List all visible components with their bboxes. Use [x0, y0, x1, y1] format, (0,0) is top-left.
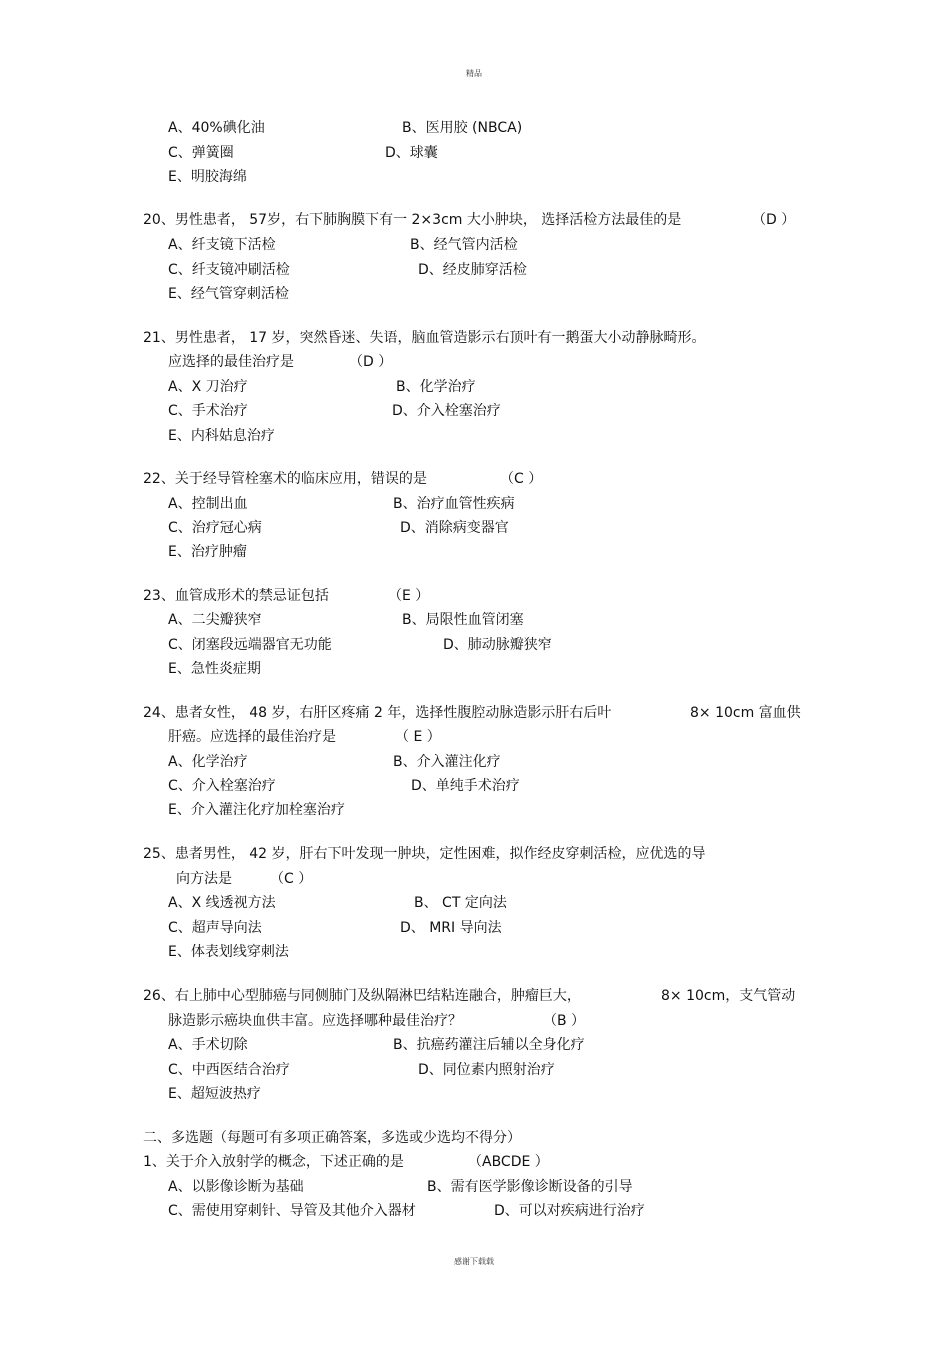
q20-opt-a-part-1: A、纤支镜下活检	[168, 237, 276, 253]
q26-stem-part-1: 26、右上肺中心型肺癌与同侧肺门及纵隔淋巴结粘连融合，肿瘤巨大，	[143, 988, 581, 1004]
q22-opt-c-part-2: D、消除病变器官	[400, 520, 509, 536]
q20-opt-e: E、经气管穿刺活检	[168, 286, 289, 302]
q23-stem-part-2: （E ）	[388, 588, 430, 604]
q25-opt-c-part-2: D、 MRI 导向法	[400, 920, 502, 936]
q25-stem2-part-1: 向方法是	[176, 871, 232, 887]
q26-stem2-part-2: （B ）	[543, 1013, 586, 1029]
q22-opt-c-part-1: C、治疗冠心病	[168, 520, 262, 536]
q24-opt-e: E、介入灌注化疗加栓塞治疗	[168, 802, 345, 818]
q26-stem-part-2: 8× 10cm，支气管动	[661, 988, 796, 1004]
q19-opt-e: E、明胶海绵	[168, 169, 247, 185]
q20-stem-part-2: （D ）	[752, 212, 796, 228]
q22-stem-part-2: （C ）	[500, 471, 543, 487]
q19-opt-a-part-1: A、40%碘化油	[168, 120, 265, 136]
q25-stem: 25、患者男性， 42 岁，肝右下叶发现一肿块，定性困难，拟作经皮穿刺活检，应优选的导	[143, 846, 706, 862]
q20-stem-part-1: 20、男性患者， 57岁，右下肺胸膜下有一 2×3cm 大小肿块， 选择活检方法最佳的是	[143, 212, 682, 228]
m1-opt-c-part-1: C、需使用穿刺针、导管及其他介入器材	[168, 1203, 416, 1219]
m1-opt-a-part-2: B、需有医学影像诊断设备的引导	[427, 1179, 633, 1195]
q21-opt-a-part-1: A、X 刀治疗	[168, 379, 248, 395]
q25-opt-a-part-1: A、X 线透视方法	[168, 895, 276, 911]
m1-opt-c-part-2: D、可以对疾病进行治疗	[494, 1203, 645, 1219]
q24-opt-c-part-2: D、单纯手术治疗	[411, 778, 520, 794]
q23-opt-c-part-1: C、闭塞段远端器官无功能	[168, 637, 332, 653]
q20-opt-a-part-2: B、经气管内活检	[410, 237, 518, 253]
q25-stem2-part-2: （C ）	[270, 871, 313, 887]
q19-opt-a-part-2: B、医用胶 (NBCA)	[402, 120, 523, 136]
q26-stem2-part-1: 脉造影示癌块血供丰富。应选择哪种最佳治疗？	[168, 1013, 462, 1029]
q22-stem-part-1: 22、关于经导管栓塞术的临床应用，错误的是	[143, 471, 427, 487]
m1-stem-part-2: （ABCDE ）	[468, 1154, 549, 1170]
page-footer: 感谢下载载	[454, 1257, 494, 1266]
q21-opt-c-part-2: D、介入栓塞治疗	[392, 403, 501, 419]
q24-opt-a-part-2: B、介入灌注化疗	[393, 754, 501, 770]
section-2-title: 二、多选题（每题可有多项正确答案，多选或少选均不得分）	[143, 1130, 521, 1146]
q22-opt-e: E、治疗肿瘤	[168, 544, 247, 560]
q22-opt-a-part-2: B、治疗血管性疾病	[393, 496, 515, 512]
q19-opt-c-part-2: D、球囊	[385, 145, 438, 161]
q24-stem-part-1: 24、患者女性， 48 岁，右肝区疼痛 2 年，选择性腹腔动脉造影示肝右后叶	[143, 705, 612, 721]
q19-opt-c-part-1: C、弹簧圈	[168, 145, 234, 161]
q26-opt-c-part-1: C、中西医结合治疗	[168, 1062, 290, 1078]
m1-stem-part-1: 1、关于介入放射学的概念，下述正确的是	[143, 1154, 404, 1170]
q26-opt-a-part-1: A、手术切除	[168, 1037, 248, 1053]
q25-opt-c-part-1: C、超声导向法	[168, 920, 262, 936]
m1-opt-a-part-1: A、以影像诊断为基础	[168, 1179, 304, 1195]
q23-opt-e: E、急性炎症期	[168, 661, 261, 677]
q23-stem-part-1: 23、血管成形术的禁忌证包括	[143, 588, 329, 604]
q21-stem2-part-2: （D ）	[349, 354, 393, 370]
q23-opt-a-part-2: B、局限性血管闭塞	[402, 612, 524, 628]
q21-stem2-part-1: 应选择的最佳治疗是	[168, 354, 294, 370]
q24-stem2-part-2: （ E ）	[395, 729, 441, 745]
q21-opt-e: E、内科姑息治疗	[168, 428, 275, 444]
q22-opt-a-part-1: A、控制出血	[168, 496, 248, 512]
q24-opt-c-part-1: C、介入栓塞治疗	[168, 778, 276, 794]
q24-stem2-part-1: 肝癌。应选择的最佳治疗是	[168, 729, 336, 745]
q25-opt-a-part-2: B、 CT 定向法	[414, 895, 507, 911]
q21-opt-c-part-1: C、手术治疗	[168, 403, 248, 419]
q20-opt-c-part-1: C、纤支镜冲刷活检	[168, 262, 290, 278]
q23-opt-a-part-1: A、二尖瓣狭窄	[168, 612, 262, 628]
q25-opt-e: E、体表划线穿刺法	[168, 944, 289, 960]
q21-stem: 21、男性患者， 17 岁，突然昏迷、失语，脑血管造影示右顶叶有一鹅蛋大小动静脉畸形。	[143, 330, 706, 346]
page-header: 精品	[466, 69, 482, 78]
q24-stem-part-2: 8× 10cm 富血供	[690, 705, 801, 721]
q20-opt-c-part-2: D、经皮肺穿活检	[418, 262, 527, 278]
q26-opt-c-part-2: D、同位素内照射治疗	[418, 1062, 555, 1078]
q26-opt-a-part-2: B、抗癌药灌注后辅以全身化疗	[393, 1037, 585, 1053]
q24-opt-a-part-1: A、化学治疗	[168, 754, 248, 770]
q26-opt-e: E、超短波热疗	[168, 1086, 261, 1102]
q21-opt-a-part-2: B、化学治疗	[396, 379, 476, 395]
q23-opt-c-part-2: D、肺动脉瓣狭窄	[443, 637, 552, 653]
